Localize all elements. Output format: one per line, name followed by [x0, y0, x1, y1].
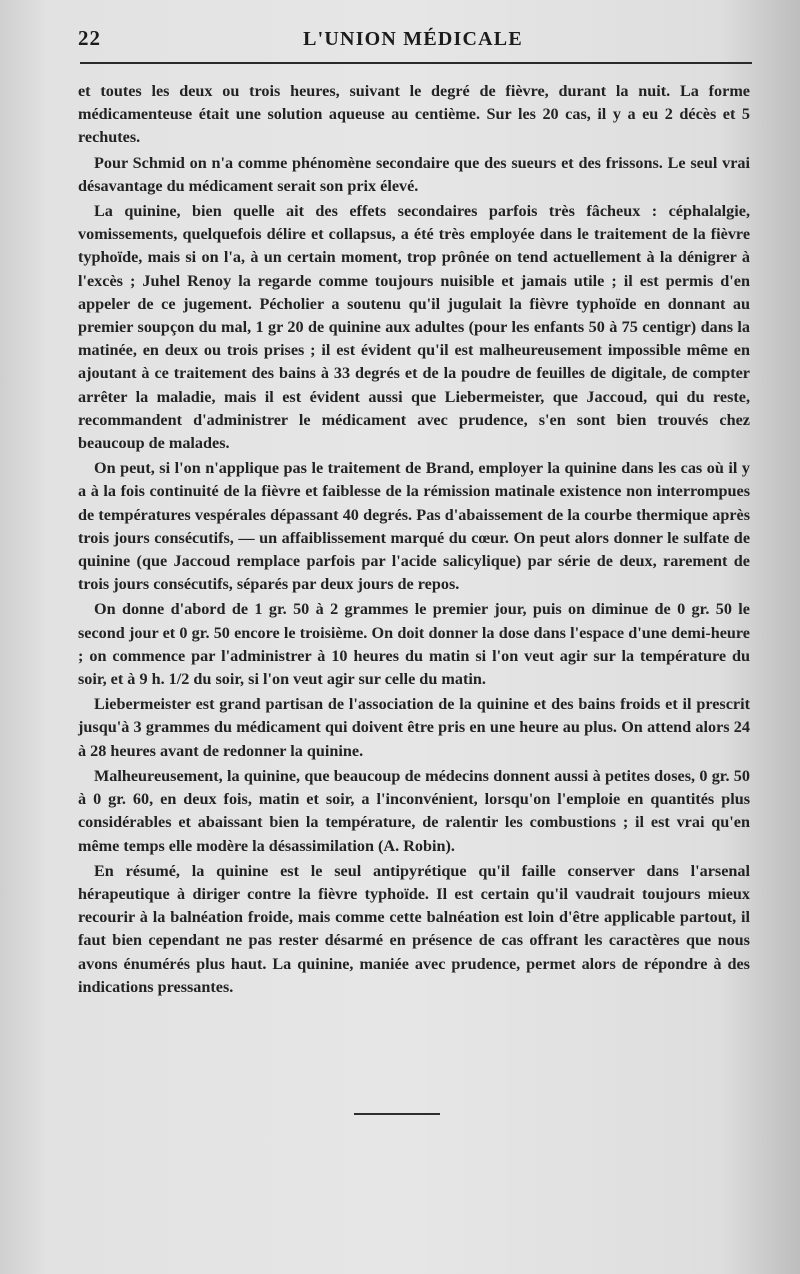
paragraph: Liebermeister est grand partisan de l'association de la quinine et des bains froids et il prescrit jusqu'à 3 grammes du médicament qui doivent être pris en une heure au plus. On attend alors 24 à 28 heures avant de redonner la quinine.: [78, 695, 750, 760]
paragraph: La quinine, bien quelle ait des effets secondaires parfois très fâcheux : céphalalgie, vomissements, quelquefois délire et collapsus, a été très employée dans le traitement de la fièvre typhoïde, mais si on l'a, à un certain moment, trop prônée on tend actuellement à la dénigrer à l'excès ; Juhel Renoy la regarde comme toujours nuisible et jamais utile ; il est permis d'en appeler de ce jugement. Pécholier a soutenu qu'il jugulait la fièvre typhoïde en donnant au premier soupçon du mal, 1 gr 20 de quinine aux adultes (pour les enfants 50 à 75 centigr) dans la matinée, en deux ou trois prises ; il est évident qu'il est malheureusement impossible même en ajoutant à ce traitement des bains à 33 degrés et de la poudre de feuilles de digitale, de compter arrêter la maladie, mais il est évident aussi que Liebermeister, que Jaccoud, qui du reste, recommandent d'administrer le médicament avec prudence, s'en sont bien trouvés chez beaucoup de malades.: [78, 202, 750, 453]
paragraph: On peut, si l'on n'applique pas le traitement de Brand, employer la quinine dans les cas où il y a à la fois continuité de la fièvre et faiblesse de la rémission matinale existence non interrompues de températures vespérales dépassant 40 degrés. Pas d'abaissement de la courbe thermique après trois jours consécutifs, — un affaiblissement marqué du cœur. On peut alors donner le sulfate de quinine (que Jaccoud remplace parfois par l'acide salicylique) par série de deux, rarement de trois jours consécutifs, séparés par deux jours de repos.: [78, 459, 750, 594]
article-body: [78, 80, 750, 999]
running-title: L'UNION MÉDICALE: [303, 28, 523, 50]
paragraph: Malheureusement, la quinine, que beaucoup de médecins donnent aussi à petites doses, 0 gr. 50 à 0 gr. 60, en deux fois, matin et soir, a l'inconvénient, lorsqu'on l'emploie en quantités plus considérables et abaissant bien la température, de ralentir les combustions ; il est vrai qu'en même temps elle modère la désassimilation (A. Robin).: [78, 766, 750, 855]
paragraph: et toutes les deux ou trois heures, suivant le degré de fièvre, durant la nuit. La forme médicamenteuse était une solution aqueuse au centième. Sur les 20 cas, il y a eu 2 décès et 5 rechutes.: [78, 82, 750, 147]
section-end-rule: [354, 1113, 440, 1115]
header-rule: [80, 62, 752, 64]
paragraph: On donne d'abord de 1 gr. 50 à 2 grammes le premier jour, puis on diminue de 0 gr. 50 le second jour et 0 gr. 50 encore le troisième. On doit donner la dose dans l'espace d'une demi-heure ; on commence par l'administrer à 10 heures du matin si l'on veut agir sur la température du soir, et à 9 h. 1/2 du soir, si l'on veut agir sur celle du matin.: [78, 600, 750, 689]
paragraph: En résumé, la quinine est le seul antipyrétique qu'il faille conserver dans l'arsenal hérapeutique à diriger contre la fièvre typhoïde. Il est certain qu'il vaudrait toujours mieux recourir à la balnéation froide, mais comme cette balnéation est loin d'être applicable partout, il faut bien cependant ne pas rester désarmé en présence de cas offrant les caractères que nous avons énumérés plus haut. La quinine, maniée avec prudence, permet alors de répondre à des indications pressantes.: [78, 861, 750, 996]
paragraph: Pour Schmid on n'a comme phénomène secondaire que des sueurs et des frissons. Le seul vrai désavantage du médicament serait son prix élevé.: [78, 153, 750, 195]
page-header: [78, 26, 748, 56]
page-number: 22: [78, 26, 101, 50]
